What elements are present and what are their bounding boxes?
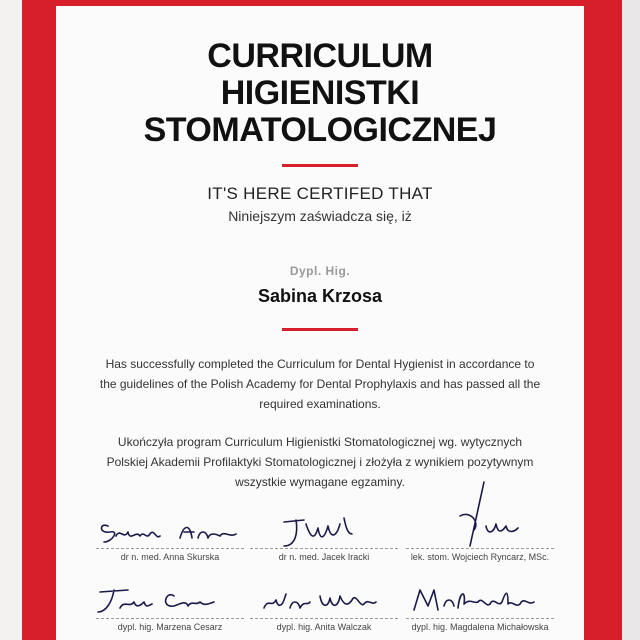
handwritten-signature-2	[244, 512, 404, 548]
certified-statement-en: IT'S HERE CERTIFED THAT	[207, 184, 433, 203]
signature-line-4	[96, 618, 244, 619]
signature-line-5	[250, 618, 398, 619]
completion-paragraph-pl: Ukończyła program Curriculum Higienistki Stomatologicznej wg. wytycznych Polskiej Akademii Profilaktyki Stomatologicznej i złożyła z wynikiem pozytywnym wszystkie wymagane egzaminy.	[106, 435, 534, 489]
signature-line-2	[250, 548, 398, 549]
signature-block-3	[400, 512, 560, 562]
divider-top	[282, 164, 358, 167]
handwritten-signature-5	[244, 582, 404, 618]
handwritten-signature-3	[400, 512, 560, 548]
recipient-name: Sabina Krzosa	[257, 286, 383, 306]
certificate-title	[56, 38, 584, 149]
signature-block-2	[244, 512, 404, 562]
photo-frame-right	[622, 0, 640, 640]
title-line-1: CURRICULUM	[207, 37, 433, 75]
signature-caption-2: dr n. med. Jacek Iracki	[278, 552, 370, 562]
signature-block-6	[400, 582, 560, 632]
certified-statement-pl: Niniejszym zaświadcza się, iż	[228, 208, 412, 224]
signature-line-6	[406, 618, 554, 619]
title-line-3: STOMATOLOGICZNEJ	[143, 111, 497, 149]
signature-caption-6: dypl. hig. Magdalena Michałowska	[411, 622, 549, 632]
recipient-degree: Dypl. Hig.	[289, 264, 351, 278]
signature-block-5	[244, 582, 404, 632]
signature-block-4	[90, 582, 250, 632]
signature-block-1	[90, 512, 250, 562]
completion-paragraph-en: Has successfully completed the Curriculum for Dental Hygienist in accordance to the guidelines of the Polish Academy for Dental Prophylaxis and has passed all the required examinations.	[99, 357, 541, 411]
certificate-paper	[56, 6, 584, 640]
divider-middle	[282, 328, 358, 331]
handwritten-signature-4	[90, 582, 250, 618]
signature-caption-3: lek. stom. Wojciech Ryncarz, MSc.	[410, 552, 550, 562]
signature-line-3	[406, 548, 554, 549]
signature-caption-5: dypl. hig. Anita Walczak	[276, 622, 372, 632]
title-line-2: HIGIENISTKI	[220, 74, 420, 112]
signature-caption-1: dr n. med. Anna Skurska	[120, 552, 220, 562]
handwritten-signature-6	[400, 582, 560, 618]
photo-frame-left	[0, 0, 22, 640]
handwritten-signature-1	[90, 512, 250, 548]
signature-line-1	[96, 548, 244, 549]
signature-caption-4: dypl. hig. Marzena Cesarz	[117, 622, 223, 632]
